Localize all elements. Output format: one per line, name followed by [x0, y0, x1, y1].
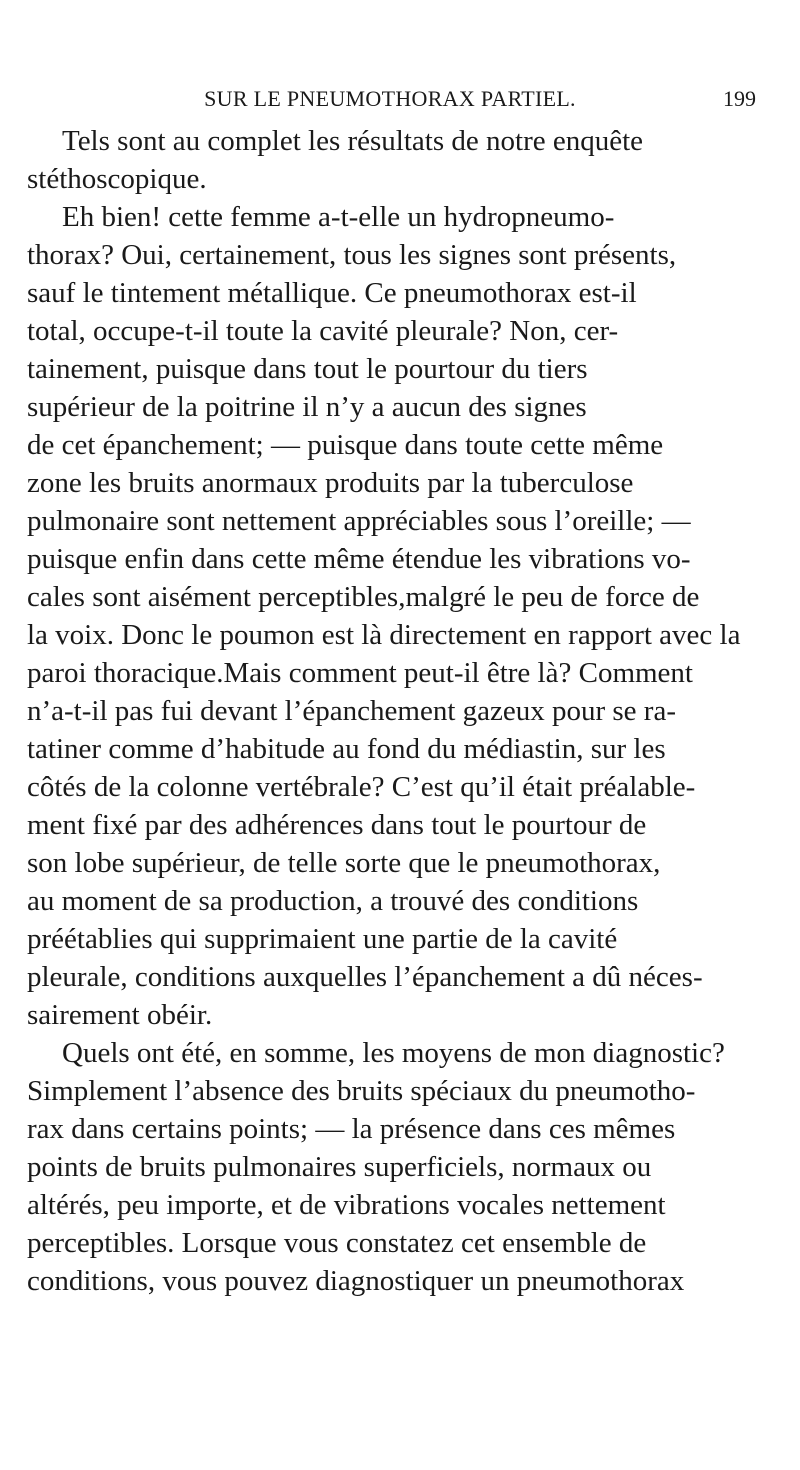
text-line: puisque enfin dans cette même étendue les vibrations vo- [27, 543, 691, 575]
text-line: préétablies qui supprimaient une partie de la cavité [27, 923, 618, 955]
text-line: Eh bien! cette femme a-t-elle un hydropneumo- [62, 201, 615, 233]
text-line: ment fixé par des adhérences dans tout le pourtour de [27, 809, 647, 841]
text-line: total, occupe-t-il toute la cavité pleurale? Non, cer- [27, 315, 619, 347]
text-line: tatiner comme d’habitude au fond du médiastin, sur les [27, 733, 666, 765]
text-line: de cet épanchement; — puisque dans toute cette même [27, 429, 664, 461]
text-line: stéthoscopique. [27, 163, 207, 195]
text-line: perceptibles. Lorsque vous constatez cet ensemble de [27, 1227, 647, 1259]
text-line: tainement, puisque dans tout le pourtour du tiers [27, 353, 588, 385]
text-line: côtés de la colonne vertébrale? C’est qu’il était préalable- [27, 771, 696, 803]
text-line: n’a-t-il pas fui devant l’épanchement gazeux pour se ra- [27, 695, 676, 727]
text-line: paroi thoracique.Mais comment peut-il être là? Comment [27, 657, 693, 689]
text-line: pleurale, conditions auxquelles l’épanchement a dû néces- [27, 961, 703, 993]
text-line: supérieur de la poitrine il n’y a aucun des signes [27, 391, 587, 423]
text-line: son lobe supérieur, de telle sorte que le pneumothorax, [27, 847, 661, 879]
text-line: Tels sont au complet les résultats de notre enquête [62, 125, 644, 157]
page-number: 199 [723, 86, 756, 111]
text-line: zone les bruits anormaux produits par la tuberculose [27, 467, 634, 499]
text-line: Simplement l’absence des bruits spéciaux du pneumotho- [27, 1075, 696, 1107]
text-line: rax dans certains points; — la présence dans ces mêmes [27, 1113, 676, 1145]
text-line: Quels ont été, en somme, les moyens de mon diagnostic? [62, 1037, 725, 1069]
text-line: points de bruits pulmonaires superficiels, normaux ou [27, 1151, 652, 1183]
text-line: la voix. Donc le poumon est là directement en rapport avec la [27, 619, 741, 651]
text-line: sauf le tintement métallique. Ce pneumothorax est-il [27, 277, 637, 309]
text-line: au moment de sa production, a trouvé des conditions [27, 885, 639, 917]
text-line: sairement obéir. [27, 999, 213, 1031]
text-line: thorax? Oui, certainement, tous les signes sont présents, [27, 239, 677, 271]
text-line: conditions, vous pouvez diagnostiquer un pneumothorax [27, 1265, 685, 1297]
running-head: SUR LE PNEUMOTHORAX PARTIEL. [204, 86, 576, 111]
text-line: altérés, peu importe, et de vibrations vocales nettement [27, 1189, 666, 1221]
text-line: cales sont aisément perceptibles,malgré le peu de force de [27, 581, 700, 613]
text-line: pulmonaire sont nettement appréciables sous l’oreille; — [27, 505, 691, 537]
